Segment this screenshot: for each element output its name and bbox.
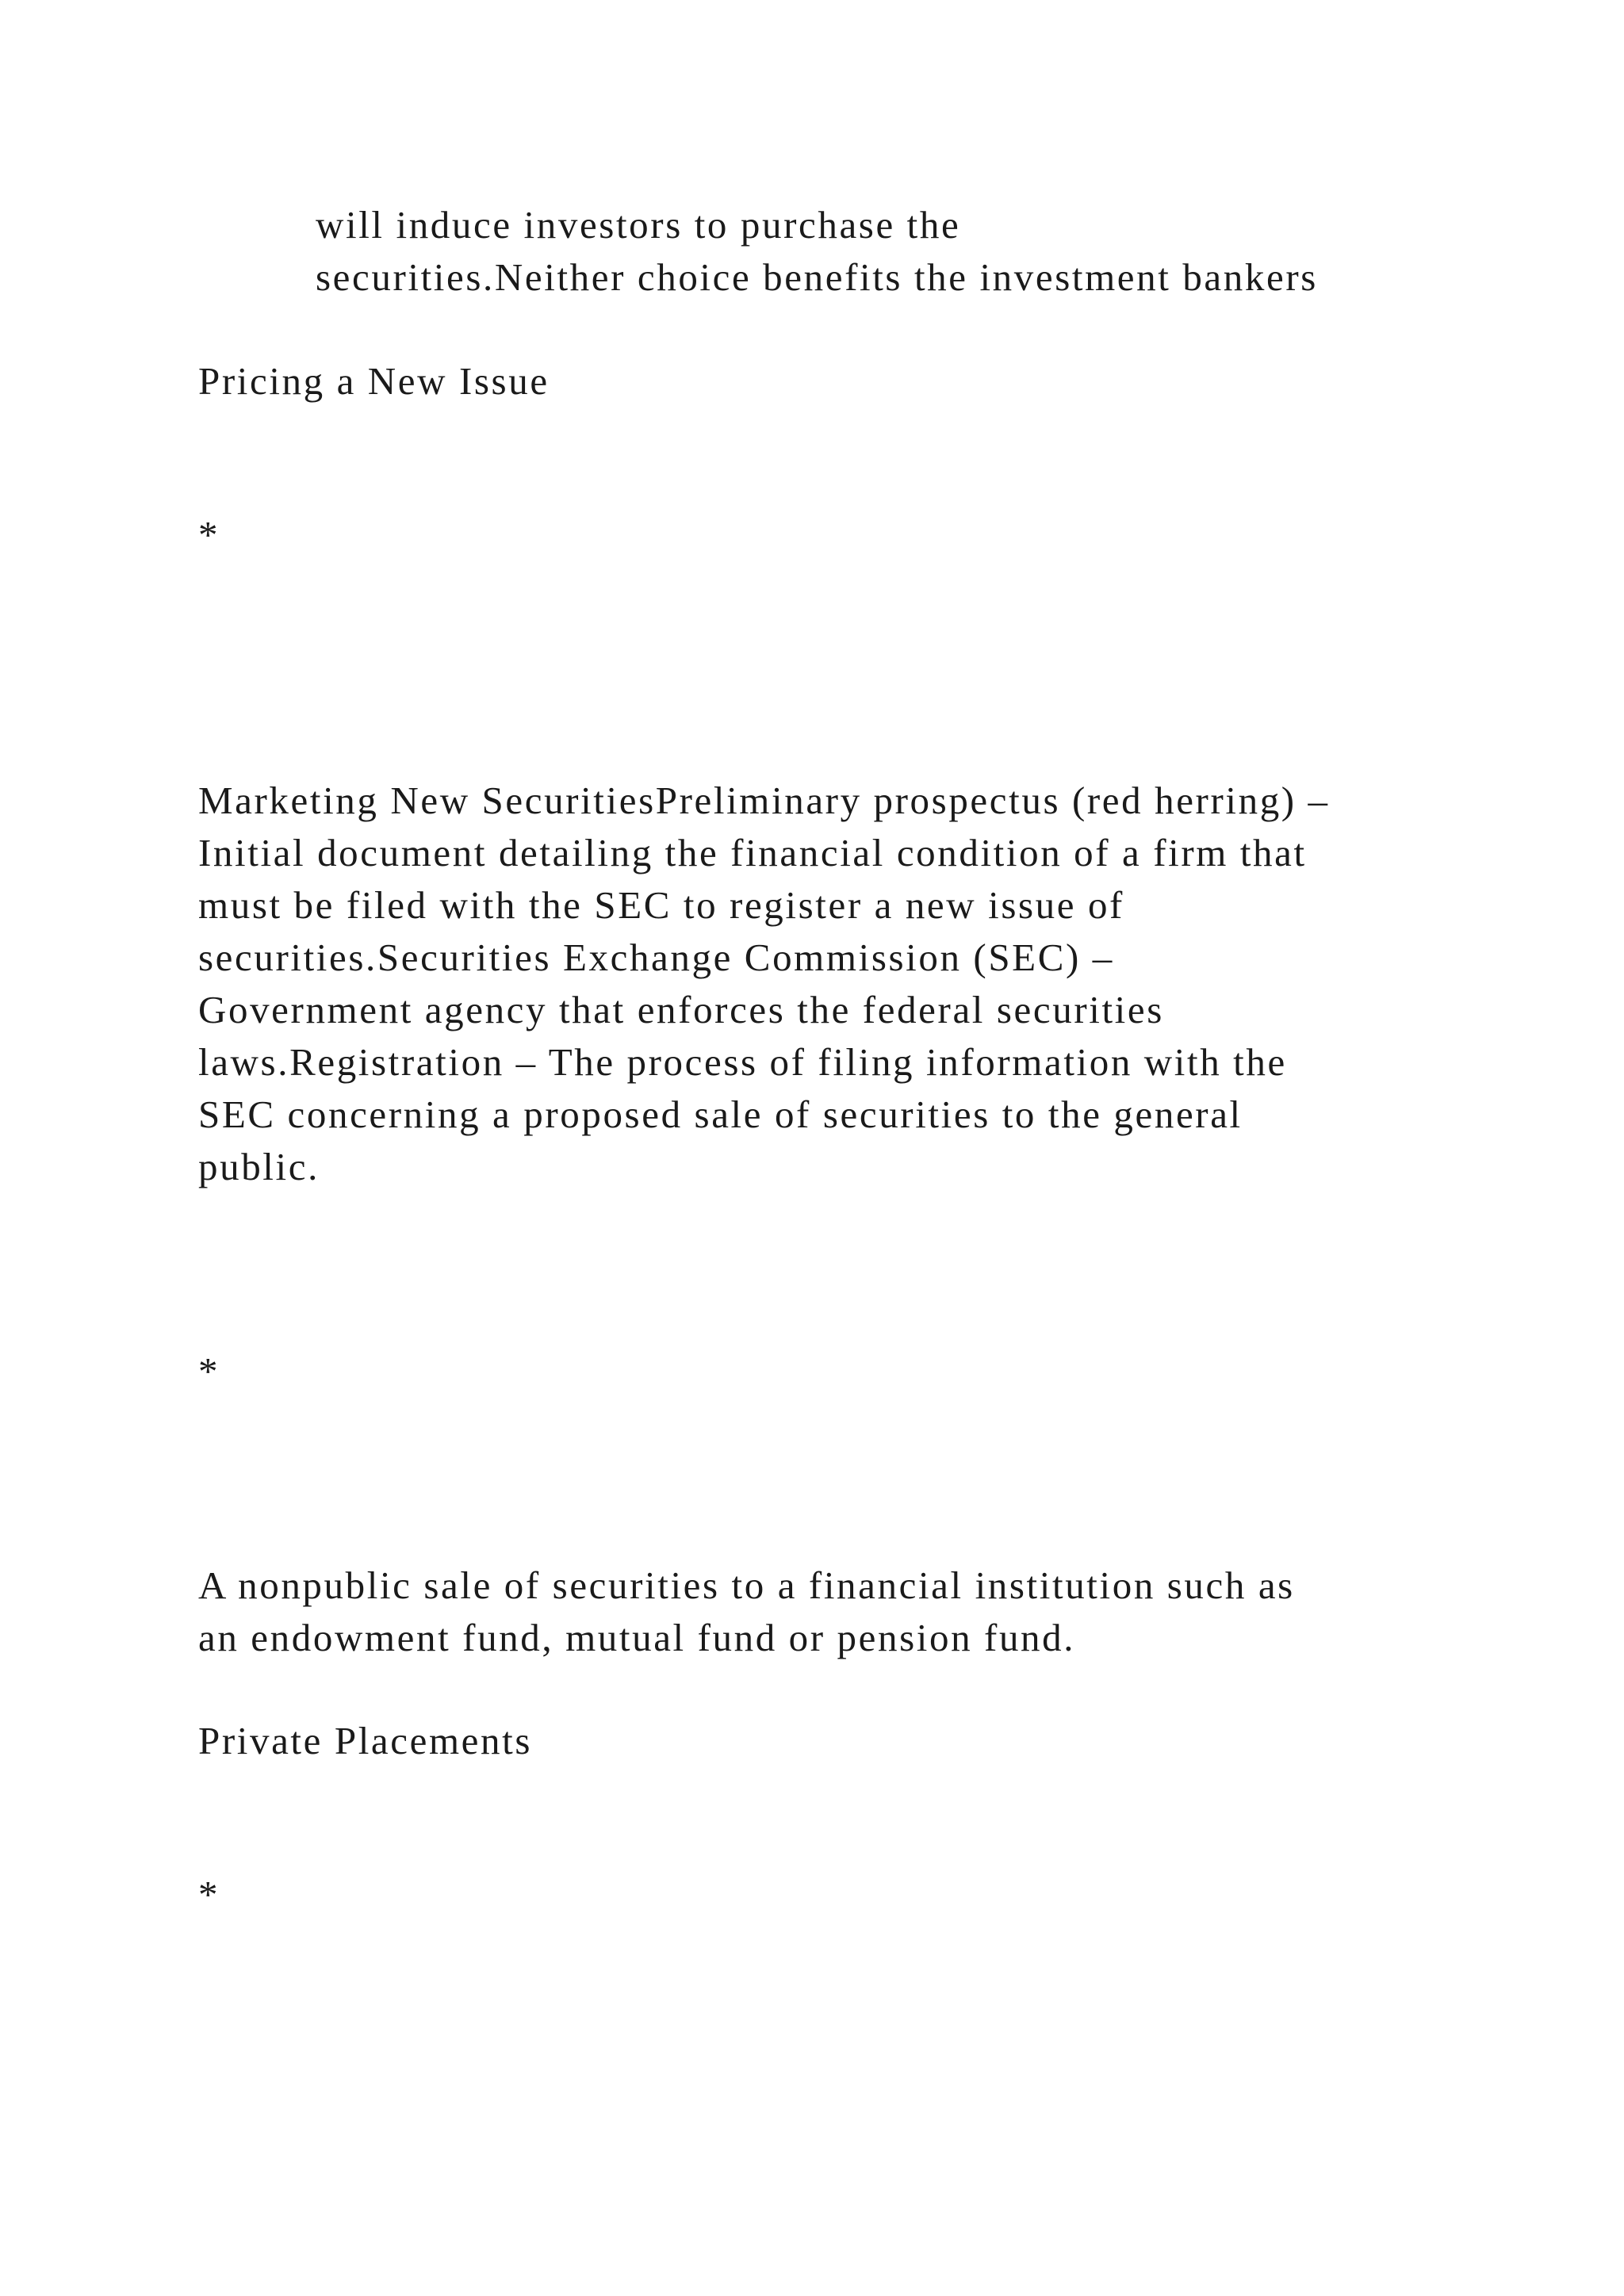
body-text-line: securities.Neither choice benefits the investment bankers — [316, 255, 1318, 299]
section-heading: Private Placements — [198, 1719, 532, 1762]
body-text-line: laws.Registration – The process of filing information with the — [198, 1040, 1287, 1084]
body-text-line: Initial document detailing the financial condition of a firm that — [198, 831, 1307, 874]
body-text-line: A nonpublic sale of securities to a financial institution such as — [198, 1563, 1295, 1607]
slide-separator: * — [198, 513, 220, 557]
body-text-line: must be filed with the SEC to register a new issue of — [198, 883, 1124, 927]
section-heading: Pricing a New Issue — [198, 359, 550, 403]
slide-separator: * — [198, 1873, 220, 1916]
slide-separator: * — [198, 1349, 220, 1393]
body-text-line: Marketing New SecuritiesPreliminary prospectus (red herring) – — [198, 779, 1330, 822]
body-text-line: public. — [198, 1145, 320, 1188]
body-text-line: an endowment fund, mutual fund or pension fund. — [198, 1616, 1076, 1659]
body-text-line: securities.Securities Exchange Commission (SEC) – — [198, 936, 1114, 979]
body-text-line: will induce investors to purchase the — [316, 203, 961, 247]
body-text-line: SEC concerning a proposed sale of securities to the general — [198, 1093, 1243, 1136]
body-text-line: Government agency that enforces the federal securities — [198, 988, 1164, 1031]
